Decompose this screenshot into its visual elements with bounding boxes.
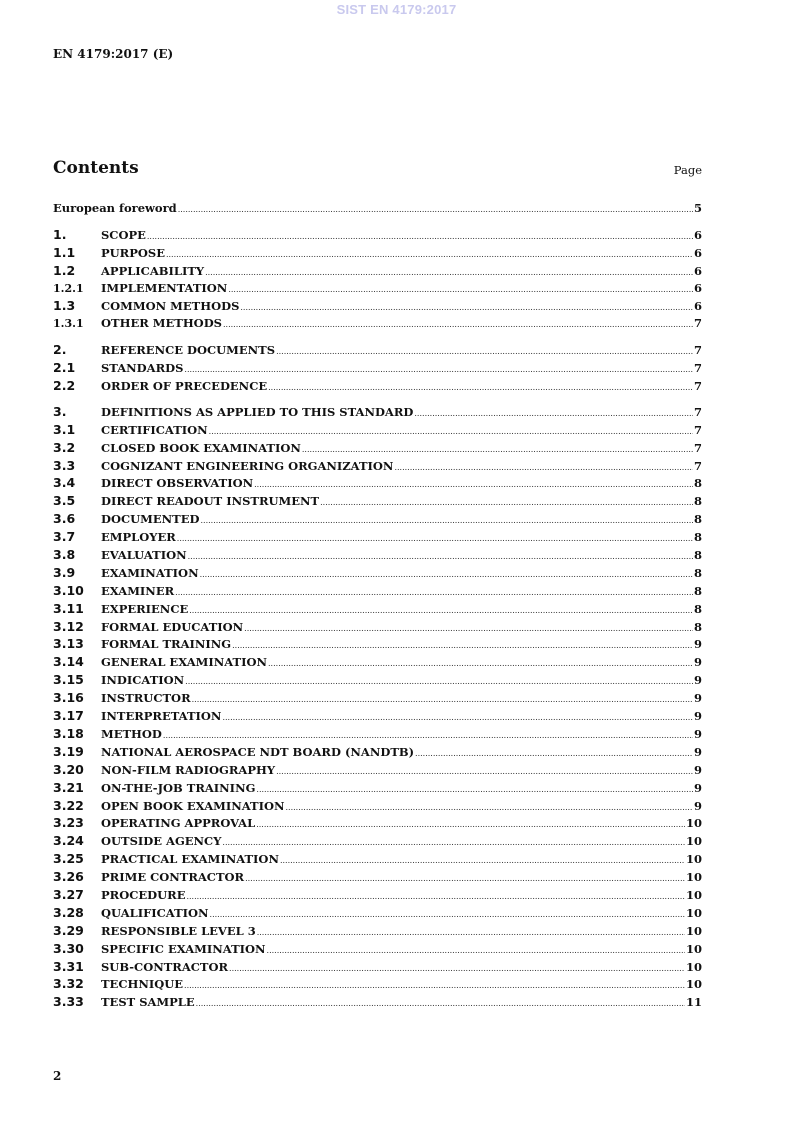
toc-leader-dots [178, 201, 693, 215]
toc-leader-dots [240, 299, 693, 313]
toc-entry-title: OUTSIDE AGENCY [101, 834, 222, 849]
toc-entry-title: CLOSED BOOK EXAMINATION [101, 440, 301, 455]
toc-entry-page: 8 [693, 548, 702, 563]
toc-entry-page: 7 [693, 361, 702, 376]
page-column-label: Page [673, 163, 702, 177]
toc-entry[interactable] [53, 672, 702, 690]
toc-entry-page: 7 [693, 316, 702, 331]
toc-entry[interactable] [53, 619, 702, 637]
toc-entry[interactable] [53, 281, 702, 299]
toc-entry-page: 9 [693, 655, 702, 670]
toc-entry-number: 3.32 [53, 976, 84, 992]
toc-entry-page: 6 [693, 263, 702, 278]
toc-entry-title: EVALUATION [101, 548, 187, 563]
toc-entry-page: 9 [693, 691, 702, 706]
toc-entry-number: 3.2 [53, 439, 76, 455]
toc-entry[interactable] [53, 941, 702, 959]
toc-leader-dots [268, 655, 693, 669]
toc-entry-title: OTHER METHODS [101, 316, 222, 331]
toc-entry-page: 7 [693, 343, 702, 358]
toc-entry[interactable] [53, 378, 702, 396]
toc-leader-dots [254, 476, 693, 490]
toc-leader-dots [147, 228, 693, 242]
toc-leader-dots [184, 361, 693, 375]
toc-entry[interactable] [53, 762, 702, 780]
toc-entry-number: 1. [53, 226, 67, 242]
toc-leader-dots [185, 673, 693, 687]
toc-entry-page: 10 [685, 870, 702, 885]
toc-entry[interactable] [53, 815, 702, 833]
toc-entry-title: DIRECT OBSERVATION [101, 476, 254, 491]
toc-entry-title: PRIME CONTRACTOR [101, 870, 245, 885]
toc-entry-number: 3.30 [53, 940, 84, 956]
toc-entry[interactable] [53, 458, 702, 476]
toc-entry-title: FORMAL TRAINING [101, 637, 232, 652]
toc-entry-title: EXAMINATION [101, 565, 199, 580]
toc-leader-dots [200, 566, 693, 580]
toc-entry-number: 3.3 [53, 457, 76, 473]
toc-entry-page: 7 [693, 458, 702, 473]
toc-entry-number: 3.11 [53, 600, 84, 616]
toc-leader-dots [276, 343, 693, 357]
toc-entry[interactable] [53, 298, 702, 316]
page-number: 2 [53, 1069, 62, 1083]
toc-entry-title: European foreword [53, 201, 177, 215]
toc-entry[interactable] [53, 744, 702, 762]
toc-entry-title: PRACTICAL EXAMINATION [101, 852, 279, 867]
toc-entry[interactable] [53, 780, 702, 798]
toc-entry-number: 3.25 [53, 851, 84, 867]
toc-entry-list [53, 227, 702, 1012]
toc-entry-title: PROCEDURE [101, 887, 186, 902]
toc-leader-dots [209, 423, 693, 437]
toc-entry-number: 1.3 [53, 298, 76, 314]
toc-entry-page: 10 [685, 941, 702, 956]
toc-entry[interactable] [53, 475, 702, 493]
toc-entry-title: OPEN BOOK EXAMINATION [101, 798, 285, 813]
toc-entry[interactable] [53, 887, 702, 905]
toc-entry-title: STANDARDS [101, 361, 184, 376]
toc-entry-page: 7 [693, 422, 702, 437]
toc-entry-page: 9 [693, 798, 702, 813]
toc-entry-page: 6 [693, 245, 702, 260]
toc-entry-page: 9 [693, 780, 702, 795]
toc-entry-title: SCOPE [101, 227, 146, 242]
toc-entry-title: APPLICABILITY [101, 263, 205, 278]
toc-entry-number: 3.16 [53, 690, 84, 706]
toc-entry-page: 6 [693, 227, 702, 242]
toc-entry[interactable] [53, 959, 702, 977]
toc-entry-number: 3.5 [53, 493, 76, 509]
toc-entry[interactable] [53, 833, 702, 851]
toc-entry-title: COMMON METHODS [101, 299, 240, 314]
toc-leader-dots [175, 584, 693, 598]
toc-entry[interactable] [53, 422, 702, 440]
toc-entry-number: 3.33 [53, 994, 84, 1010]
toc-entry[interactable] [53, 851, 702, 869]
toc-entry-title: REFERENCE DOCUMENTS [101, 343, 276, 358]
toc-entry-page: 5 [693, 201, 702, 215]
toc-leader-dots [200, 512, 693, 526]
toc-entry-number: 1.1 [53, 244, 76, 260]
toc-leader-dots [232, 637, 693, 651]
toc-entry-page: 10 [685, 905, 702, 920]
toc-leader-dots [256, 816, 685, 830]
toc-entry[interactable] [53, 342, 702, 360]
document-id: EN 4179:2017 (E) [53, 47, 174, 61]
toc-entry-title: NON-FILM RADIOGRAPHY [101, 762, 276, 777]
toc-entry[interactable] [53, 245, 702, 263]
toc-entry-number: 3.21 [53, 779, 84, 795]
toc-leader-dots [245, 870, 685, 884]
toc-entry-title: FORMAL EDUCATION [101, 619, 244, 634]
toc-entry-number: 3.13 [53, 636, 84, 652]
toc-entry[interactable] [53, 440, 702, 458]
toc-entry[interactable] [53, 601, 702, 619]
toc-entry-title: RESPONSIBLE LEVEL 3 [101, 923, 256, 938]
toc-leader-dots [228, 281, 693, 295]
toc-entry-number: 3.24 [53, 833, 84, 849]
toc-entry[interactable] [53, 316, 702, 334]
toc-entry[interactable] [53, 798, 702, 816]
toc-entry-number: 3.6 [53, 511, 76, 527]
toc-leader-dots [280, 852, 685, 866]
toc-entry[interactable] [53, 493, 702, 511]
toc-entry-number: 1.3.1 [53, 317, 84, 331]
toc-entry-page: 8 [693, 565, 702, 580]
toc-entry-page: 7 [693, 379, 702, 394]
toc-entry-title: DEFINITIONS AS APPLIED TO THIS STANDARD [101, 404, 414, 419]
toc-entry-page: 10 [685, 959, 702, 974]
toc-leader-dots [189, 602, 693, 616]
toc-entry-number: 2. [53, 342, 67, 358]
toc-entry-page: 7 [693, 440, 702, 455]
toc-entry[interactable] [53, 263, 702, 281]
toc-leader-dots [256, 781, 693, 795]
toc-leader-dots [188, 548, 693, 562]
toc-entry-page: 9 [693, 744, 702, 759]
toc-entry-number: 1.2.1 [53, 281, 84, 295]
toc-leader-dots [286, 799, 693, 813]
toc-entry-title: CERTIFICATION [101, 422, 208, 437]
toc-leader-dots [163, 727, 693, 741]
toc-leader-dots [177, 530, 693, 544]
toc-leader-dots [223, 316, 693, 330]
toc-entry-page: 7 [693, 404, 702, 419]
toc-entry-page: 10 [685, 977, 702, 992]
toc-entry-number: 3.12 [53, 618, 84, 634]
toc-entry-number: 3.22 [53, 797, 84, 813]
toc-entry[interactable] [53, 636, 702, 654]
toc-entry-title: SPECIFIC EXAMINATION [101, 941, 266, 956]
toc-entry-title: INTERPRETATION [101, 709, 222, 724]
toc-entry-page: 10 [685, 816, 702, 831]
toc-entry-title: EMPLOYER [101, 530, 176, 545]
toc-leader-dots [210, 906, 685, 920]
toc-entry-number: 3.17 [53, 708, 84, 724]
toc-leader-dots [394, 459, 693, 473]
toc-leader-dots [268, 379, 693, 393]
toc-entry-number: 1.2 [53, 262, 76, 278]
toc-entry[interactable] [53, 994, 702, 1012]
toc-leader-dots [229, 960, 685, 974]
toc-entry-title: EXPERIENCE [101, 601, 189, 616]
toc-entry-page: 11 [685, 995, 702, 1010]
toc-leader-dots [257, 924, 685, 938]
toc-entry-title: DOCUMENTED [101, 512, 200, 527]
toc-entry-page: 10 [685, 887, 702, 902]
toc-entry-title: COGNIZANT ENGINEERING ORGANIZATION [101, 458, 394, 473]
toc-entry[interactable] [53, 869, 702, 887]
toc-leader-dots [222, 834, 685, 848]
toc-entry-number: 3.4 [53, 475, 76, 491]
toc-entry-number: 2.1 [53, 360, 76, 376]
toc-leader-dots [222, 709, 693, 723]
toc-entry-title: TEST SAMPLE [101, 995, 195, 1010]
toc-leader-dots [414, 405, 693, 419]
toc-entry[interactable] [53, 654, 702, 672]
toc-entry-number: 3. [53, 403, 67, 419]
toc-leader-dots [276, 763, 693, 777]
toc-entry-title: INSTRUCTOR [101, 691, 191, 706]
toc-entry-page: 8 [693, 601, 702, 616]
toc-entry[interactable] [53, 404, 702, 422]
toc-entry-title: PURPOSE [101, 245, 165, 260]
toc-entry-number: 3.26 [53, 869, 84, 885]
toc-leader-dots [205, 264, 693, 278]
toc-entry-page: 10 [685, 923, 702, 938]
toc-leader-dots [186, 888, 685, 902]
toc-entry-number: 3.14 [53, 654, 84, 670]
toc-leader-dots [192, 691, 693, 705]
toc-entry-page: 10 [685, 852, 702, 867]
toc-entry-number: 3.29 [53, 922, 84, 938]
toc-entry-title: DIRECT READOUT INSTRUMENT [101, 494, 320, 509]
toc-entry-page: 8 [693, 512, 702, 527]
toc-entry[interactable] [53, 511, 702, 529]
toc-entry-title: ORDER OF PRECEDENCE [101, 379, 268, 394]
toc-entry[interactable] [53, 690, 702, 708]
toc-leader-dots [320, 494, 693, 508]
toc-entry-number: 3.10 [53, 582, 84, 598]
toc-entry-number: 3.27 [53, 886, 84, 902]
toc-entry-foreword[interactable] [53, 201, 702, 219]
toc-entry-title: ON-THE-JOB TRAINING [101, 780, 256, 795]
toc-entry[interactable] [53, 726, 702, 744]
toc-entry-title: SUB-CONTRACTOR [101, 959, 229, 974]
table-of-contents [53, 201, 702, 1012]
toc-entry-title: NATIONAL AEROSPACE NDT BOARD (NANDTB) [101, 744, 415, 759]
toc-entry[interactable] [53, 905, 702, 923]
toc-leader-dots [302, 441, 693, 455]
toc-entry[interactable] [53, 583, 702, 601]
toc-entry-title: METHOD [101, 726, 162, 741]
toc-entry-number: 3.9 [53, 564, 76, 580]
toc-entry[interactable] [53, 565, 702, 583]
toc-entry-page: 9 [693, 709, 702, 724]
toc-leader-dots [415, 745, 693, 759]
toc-entry-number: 3.20 [53, 761, 84, 777]
toc-entry-number: 3.1 [53, 421, 76, 437]
toc-entry-number: 3.23 [53, 815, 84, 831]
toc-entry-number: 2.2 [53, 378, 76, 394]
toc-entry[interactable] [53, 923, 702, 941]
toc-entry-title: EXAMINER [101, 583, 175, 598]
toc-entry-page: 10 [685, 834, 702, 849]
toc-entry-number: 3.15 [53, 672, 84, 688]
toc-entry[interactable] [53, 976, 702, 994]
toc-leader-dots [196, 995, 685, 1009]
toc-entry[interactable] [53, 227, 702, 245]
toc-entry-number: 3.8 [53, 547, 76, 563]
toc-entry-page: 9 [693, 673, 702, 688]
toc-entry-title: INDICATION [101, 673, 185, 688]
toc-leader-dots [244, 620, 693, 634]
toc-leader-dots [184, 977, 685, 991]
toc-entry-number: 3.18 [53, 725, 84, 741]
toc-entry[interactable] [53, 360, 702, 378]
toc-entry[interactable] [53, 529, 702, 547]
toc-leader-dots [267, 942, 685, 956]
toc-entry-page: 8 [693, 619, 702, 634]
toc-entry-page: 8 [693, 530, 702, 545]
toc-entry[interactable] [53, 708, 702, 726]
toc-entry-page: 6 [693, 280, 702, 295]
toc-entry-page: 9 [693, 637, 702, 652]
toc-entry-page: 8 [693, 494, 702, 509]
toc-leader-dots [166, 246, 693, 260]
toc-entry-page: 9 [693, 726, 702, 741]
toc-entry-page: 9 [693, 762, 702, 777]
contents-heading: Contents [53, 158, 139, 178]
toc-entry-title: TECHNIQUE [101, 977, 184, 992]
toc-entry-page: 6 [693, 299, 702, 314]
toc-entry-page: 8 [693, 476, 702, 491]
toc-entry-number: 3.7 [53, 529, 76, 545]
toc-entry-title: GENERAL EXAMINATION [101, 655, 268, 670]
toc-entry-page: 8 [693, 583, 702, 598]
toc-entry-title: OPERATING APPROVAL [101, 816, 256, 831]
watermark: SIST EN 4179:2017 [336, 2, 457, 17]
toc-entry-number: 3.31 [53, 958, 84, 974]
toc-entry-number: 3.19 [53, 743, 84, 759]
toc-entry-number: 3.28 [53, 904, 84, 920]
toc-entry-title: QUALIFICATION [101, 905, 209, 920]
toc-entry[interactable] [53, 547, 702, 565]
toc-entry-title: IMPLEMENTATION [101, 280, 228, 295]
